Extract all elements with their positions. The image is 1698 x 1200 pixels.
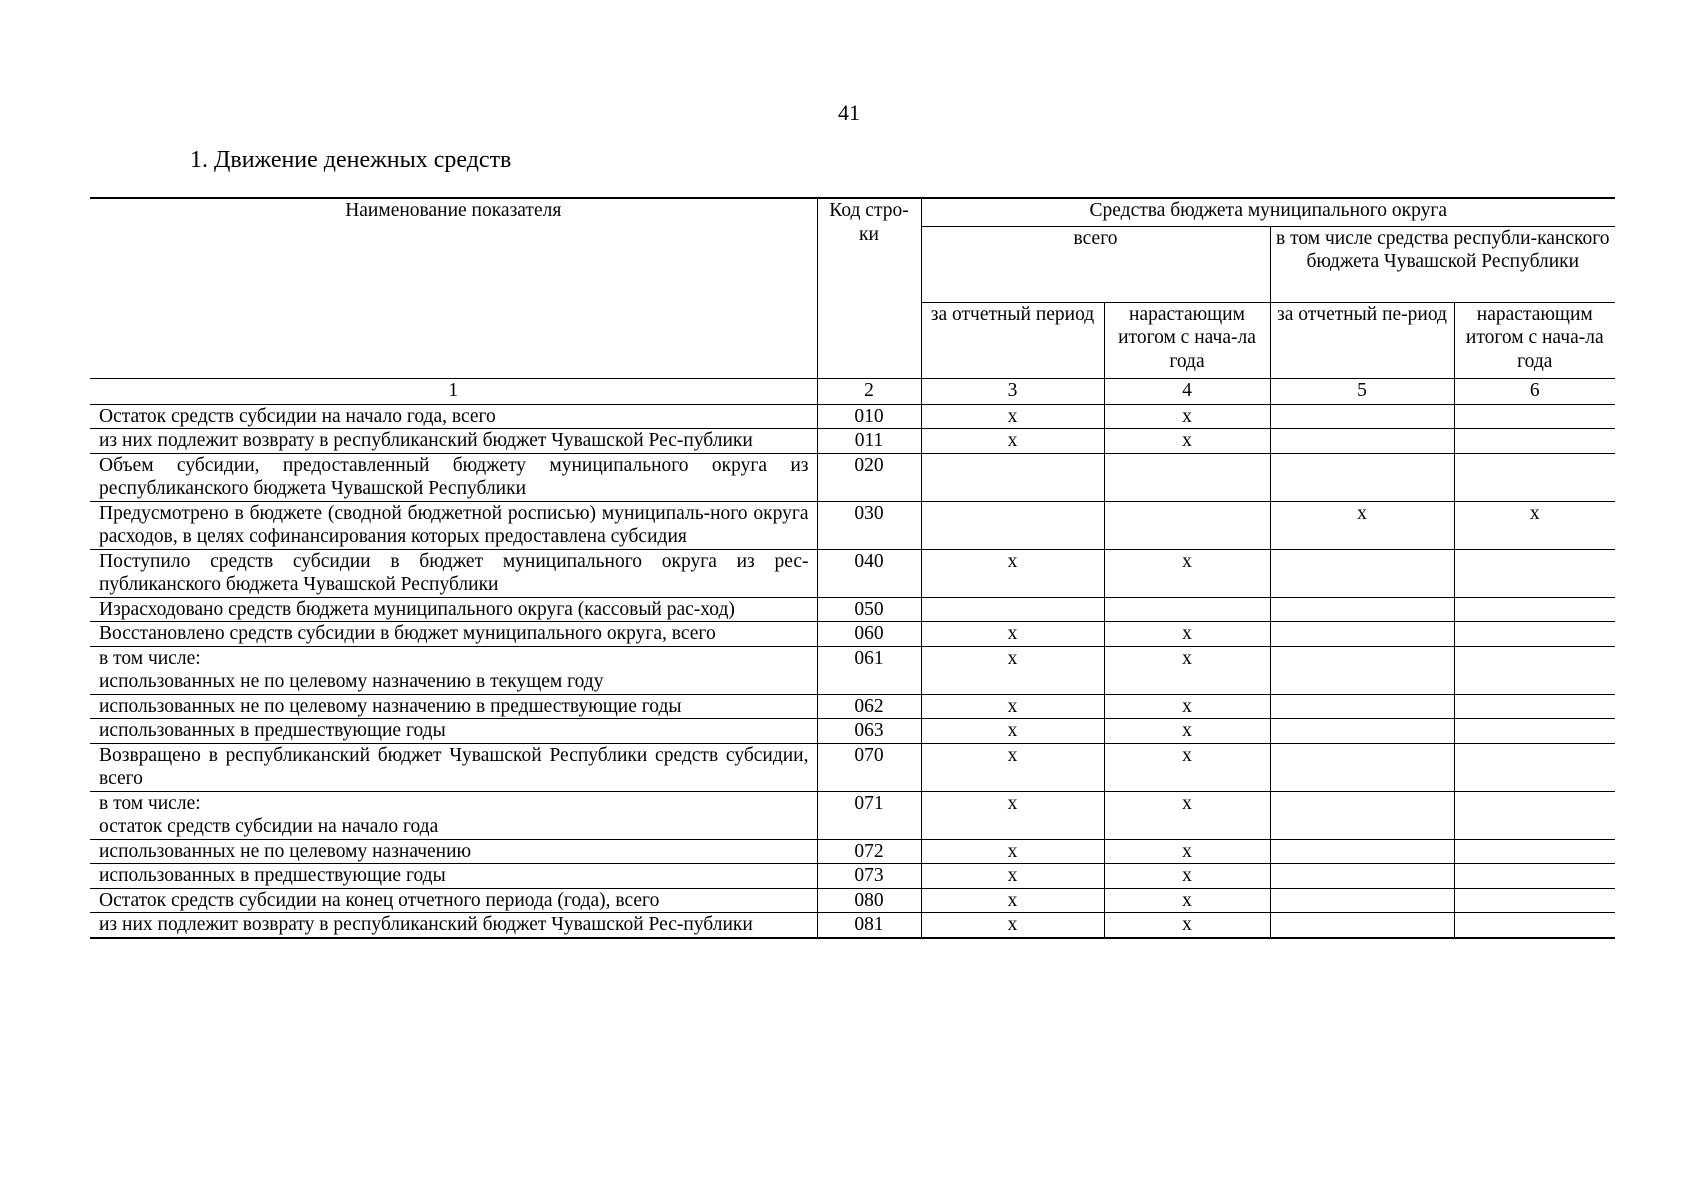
row-cumulative-total-cell: х [1104, 404, 1270, 429]
row-period-total-cell: х [921, 549, 1104, 597]
header-indicator-name: Наименование показателя [90, 198, 817, 378]
row-name-cell: в том числе: использованных не по целевому назначению в текущем году [90, 646, 817, 694]
row-period-total-cell: х [921, 694, 1104, 719]
row-cumulative-total-cell: х [1104, 549, 1270, 597]
row-cumulative-republic-cell [1454, 719, 1615, 744]
row-cumulative-republic-cell [1454, 597, 1615, 622]
row-period-republic-cell [1270, 719, 1454, 744]
table-row [90, 888, 1615, 913]
row-name-cell: Объем субсидии, предоставленный бюджету муниципального округа из республиканского бюджета Чувашской Республики [90, 453, 817, 501]
row-name-cell: использованных не по целевому назначению в предшествующие годы [90, 694, 817, 719]
row-name-cell: Остаток средств субсидии на начало года, всего [90, 404, 817, 429]
table-row [90, 622, 1615, 647]
row-period-republic-cell [1270, 597, 1454, 622]
row-cumulative-republic-cell [1454, 743, 1615, 791]
row-cumulative-total-cell: х [1104, 888, 1270, 913]
row-period-republic-cell [1270, 743, 1454, 791]
row-cumulative-republic-cell: х [1454, 501, 1615, 549]
table-row [90, 549, 1615, 597]
column-number: 3 [921, 378, 1104, 404]
column-number: 1 [90, 378, 817, 404]
row-cumulative-republic-cell [1454, 622, 1615, 647]
row-period-total-cell: х [921, 646, 1104, 694]
row-period-total-cell: х [921, 913, 1104, 938]
table-row [90, 597, 1615, 622]
column-number: 2 [817, 378, 921, 404]
row-code-cell: 011 [817, 429, 921, 454]
row-cumulative-republic-cell [1454, 791, 1615, 839]
row-cumulative-total-cell: х [1104, 839, 1270, 864]
table-row [90, 453, 1615, 501]
row-cumulative-republic-cell [1454, 694, 1615, 719]
table-row [90, 743, 1615, 791]
row-cumulative-total-cell: х [1104, 429, 1270, 454]
row-cumulative-republic-cell [1454, 549, 1615, 597]
row-cumulative-republic-cell [1454, 429, 1615, 454]
header-period-total: за отчетный период [921, 302, 1104, 378]
row-cumulative-republic-cell [1454, 864, 1615, 889]
row-name-cell: Поступило средств субсидии в бюджет муниципального округа из рес-публиканского бюджета Чувашской Республики [90, 549, 817, 597]
row-name-cell: из них подлежит возврату в республиканский бюджет Чувашской Рес-публики [90, 913, 817, 938]
row-period-republic-cell [1270, 888, 1454, 913]
header-period-republic: за отчетный пе-риод [1270, 302, 1454, 378]
row-code-cell: 072 [817, 839, 921, 864]
row-code-cell: 040 [817, 549, 921, 597]
row-period-total-cell: х [921, 429, 1104, 454]
cash-flow-table [90, 197, 1615, 939]
header-row-code: Код стро-ки [817, 198, 921, 378]
row-period-republic-cell [1270, 694, 1454, 719]
row-cumulative-republic-cell [1454, 839, 1615, 864]
row-period-total-cell: х [921, 791, 1104, 839]
row-period-republic-cell [1270, 622, 1454, 647]
row-period-total-cell: х [921, 864, 1104, 889]
row-cumulative-total-cell: х [1104, 694, 1270, 719]
row-code-cell: 081 [817, 913, 921, 938]
header-total: всего [921, 226, 1270, 302]
row-period-total-cell: х [921, 888, 1104, 913]
row-period-total-cell: х [921, 622, 1104, 647]
row-cumulative-republic-cell [1454, 646, 1615, 694]
row-period-total-cell [921, 597, 1104, 622]
row-period-total-cell [921, 501, 1104, 549]
row-cumulative-republic-cell [1454, 913, 1615, 938]
row-period-republic-cell [1270, 429, 1454, 454]
row-code-cell: 050 [817, 597, 921, 622]
table-row [90, 404, 1615, 429]
page-number: 41 [838, 100, 860, 125]
header-cumulative-republic: нарастающим итогом с нача-ла года [1454, 302, 1615, 378]
row-code-cell: 062 [817, 694, 921, 719]
header-municipal-budget-funds: Средства бюджета муниципального округа [921, 198, 1615, 226]
table-row [90, 429, 1615, 454]
table-row [90, 694, 1615, 719]
row-code-cell: 061 [817, 646, 921, 694]
row-cumulative-total-cell [1104, 501, 1270, 549]
row-cumulative-total-cell [1104, 453, 1270, 501]
row-name-cell: использованных в предшествующие годы [90, 719, 817, 744]
table-row [90, 839, 1615, 864]
row-name-cell: Остаток средств субсидии на конец отчетного периода (года), всего [90, 888, 817, 913]
row-code-cell: 073 [817, 864, 921, 889]
row-name-cell: Израсходовано средств бюджета муниципального округа (кассовый рас-ход) [90, 597, 817, 622]
row-cumulative-total-cell: х [1104, 719, 1270, 744]
row-period-republic-cell [1270, 646, 1454, 694]
row-name-cell: использованных в предшествующие годы [90, 864, 817, 889]
row-period-republic-cell [1270, 839, 1454, 864]
row-name-cell: Восстановлено средств субсидии в бюджет муниципального округа, всего [90, 622, 817, 647]
row-cumulative-total-cell: х [1104, 743, 1270, 791]
row-code-cell: 080 [817, 888, 921, 913]
row-code-cell: 010 [817, 404, 921, 429]
header-cumulative-total: нарастающим итогом с нача-ла года [1104, 302, 1270, 378]
row-code-cell: 071 [817, 791, 921, 839]
row-period-republic-cell: х [1270, 501, 1454, 549]
column-number: 6 [1454, 378, 1615, 404]
row-code-cell: 060 [817, 622, 921, 647]
table-row [90, 646, 1615, 694]
row-code-cell: 070 [817, 743, 921, 791]
row-name-cell: в том числе: остаток средств субсидии на начало года [90, 791, 817, 839]
row-cumulative-total-cell [1104, 597, 1270, 622]
row-code-cell: 030 [817, 501, 921, 549]
row-period-total-cell: х [921, 404, 1104, 429]
table-row [90, 791, 1615, 839]
column-number: 4 [1104, 378, 1270, 404]
row-cumulative-total-cell: х [1104, 622, 1270, 647]
row-period-republic-cell [1270, 913, 1454, 938]
row-period-republic-cell [1270, 549, 1454, 597]
row-cumulative-republic-cell [1454, 404, 1615, 429]
table-row [90, 719, 1615, 744]
section-title: 1. Движение денежных средств [190, 147, 512, 173]
row-name-cell: из них подлежит возврату в республиканский бюджет Чувашской Рес-публики [90, 429, 817, 454]
row-name-cell: использованных не по целевому назначению [90, 839, 817, 864]
row-cumulative-total-cell: х [1104, 791, 1270, 839]
row-period-republic-cell [1270, 453, 1454, 501]
row-name-cell: Предусмотрено в бюджете (сводной бюджетной росписью) муниципаль-ного округа расходов, в целях софинансирования которых предоставлена субсидия [90, 501, 817, 549]
row-code-cell: 020 [817, 453, 921, 501]
row-name-cell: Возвращено в республиканский бюджет Чувашской Республики средств субсидии, всего [90, 743, 817, 791]
row-period-total-cell: х [921, 743, 1104, 791]
table-row [90, 864, 1615, 889]
row-cumulative-republic-cell [1454, 888, 1615, 913]
column-number: 5 [1270, 378, 1454, 404]
row-cumulative-republic-cell [1454, 453, 1615, 501]
row-period-republic-cell [1270, 791, 1454, 839]
row-period-total-cell [921, 453, 1104, 501]
row-cumulative-total-cell: х [1104, 646, 1270, 694]
table-row [90, 501, 1615, 549]
header-republic-budget-share: в том числе средства республи-канского бюджета Чувашской Республики [1270, 226, 1615, 302]
row-code-cell: 063 [817, 719, 921, 744]
row-period-republic-cell [1270, 864, 1454, 889]
row-period-total-cell: х [921, 719, 1104, 744]
row-cumulative-total-cell: х [1104, 913, 1270, 938]
row-period-total-cell: х [921, 839, 1104, 864]
row-period-republic-cell [1270, 404, 1454, 429]
row-cumulative-total-cell: х [1104, 864, 1270, 889]
table-row [90, 913, 1615, 938]
